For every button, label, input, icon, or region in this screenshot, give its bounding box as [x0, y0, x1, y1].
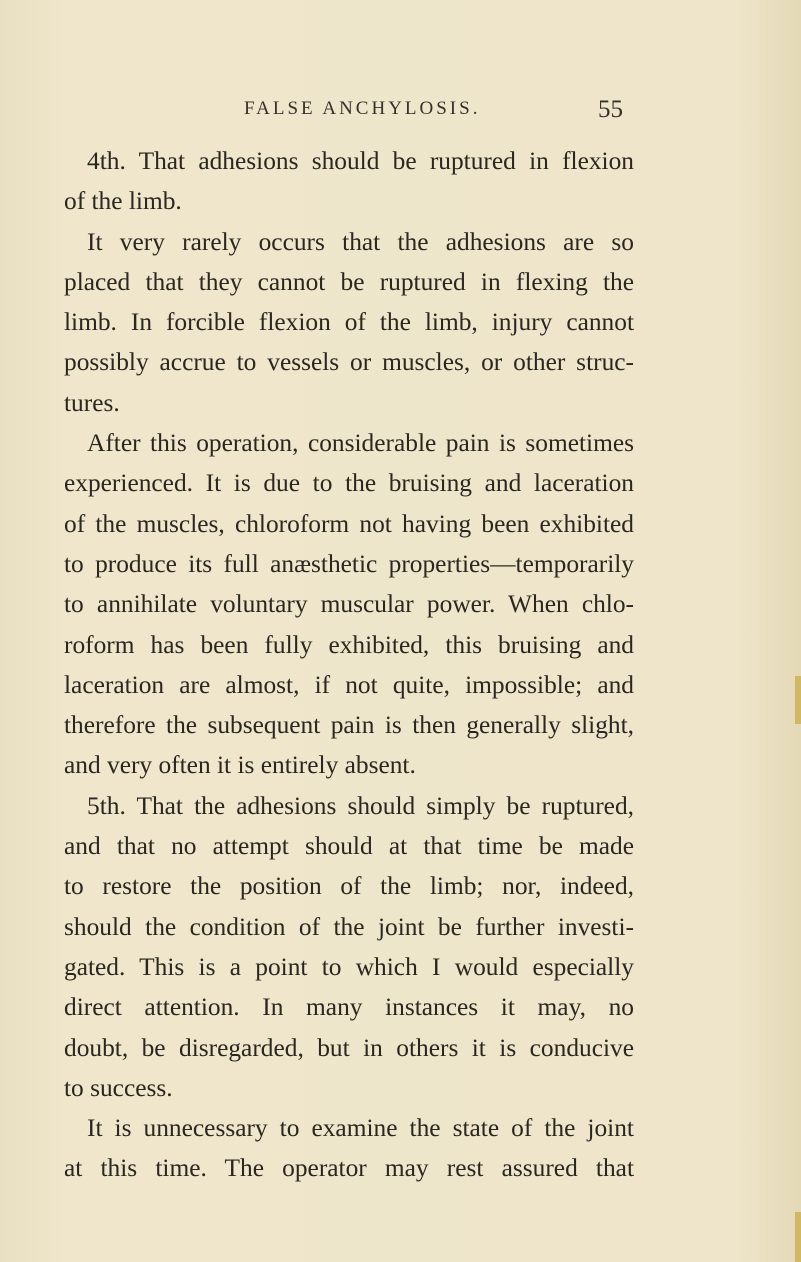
text-line: 4th. That adhesions should be ruptured in flexion: [87, 147, 634, 175]
text-line: of the limb.: [64, 187, 182, 216]
text-line: to restore the position of the limb; nor, indeed,: [64, 872, 634, 901]
text-line: It is unnecessary to examine the state of the joint: [87, 1114, 634, 1143]
body-text: [64, 141, 634, 1189]
text-line: of the muscles, chloroform not having been exhibited: [64, 509, 634, 538]
text-line: placed that they cannot be ruptured in flexing the: [64, 267, 634, 296]
text-line: gated. This is a point to which I would especially: [64, 952, 634, 981]
text-line: experienced. It is due to the bruising and laceration: [64, 469, 634, 498]
text-line: and that no attempt should at that time be made: [64, 832, 634, 861]
text-line: It very rarely occurs that the adhesions are so: [87, 227, 634, 256]
text-line: 5th. That the adhesions should simply be ruptured,: [87, 791, 634, 820]
text-line: possibly accrue to vessels or muscles, or other struc-: [64, 348, 634, 377]
text-line: therefore the subsequent pain is then generally slight,: [64, 711, 634, 740]
page-header: [0, 96, 801, 132]
text-line: direct attention. In many instances it may, no: [64, 993, 634, 1022]
text-line: laceration are almost, if not quite, impossible; and: [64, 670, 634, 699]
text-line: After this operation, considerable pain is sometimes: [87, 429, 634, 458]
text-line: limb. In forcible flexion of the limb, injury cannot: [64, 308, 634, 337]
page-edge-stain: [795, 1212, 801, 1262]
page-number: 55: [598, 96, 623, 123]
text-line: and very often it is entirely absent.: [64, 751, 416, 780]
text-line: should the condition of the joint be further investi-: [64, 912, 634, 941]
text-line: tures.: [64, 388, 120, 417]
text-line: to produce its full anæsthetic properties—temporarily: [64, 549, 634, 578]
text-line: roform has been fully exhibited, this bruising and: [64, 630, 634, 659]
page-edge-stain: [795, 676, 801, 724]
running-head: FALSE ANCHYLOSIS.: [244, 98, 481, 119]
text-line: at this time. The operator may rest assured that: [64, 1154, 634, 1183]
text-line: doubt, be disregarded, but in others it is conducive: [64, 1033, 634, 1062]
text-line: to annihilate voluntary muscular power. When chlo-: [64, 590, 634, 619]
text-line: to success.: [64, 1073, 173, 1102]
